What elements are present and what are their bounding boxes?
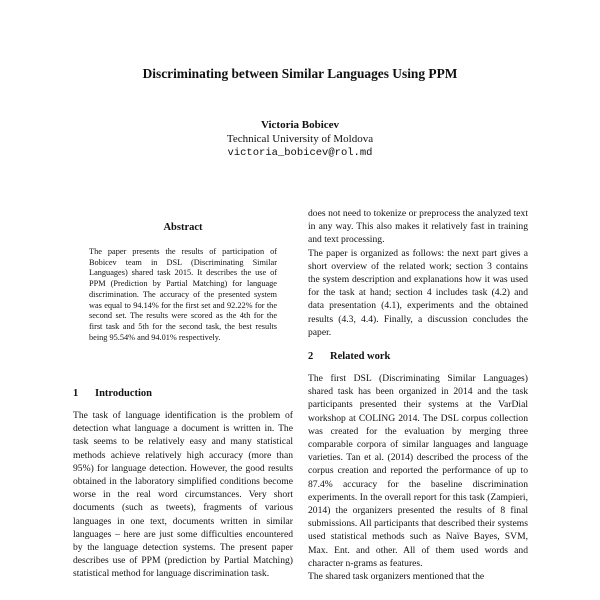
paper-title: Discriminating between Similar Languages Using PPM bbox=[142, 66, 458, 81]
section-title: Related work bbox=[330, 351, 391, 363]
author-email: victoria_bobicev@rol.md bbox=[227, 147, 373, 159]
section-number: 2 bbox=[308, 351, 314, 363]
related-work-paragraph: The first DSL (Discriminating Similar Languages) shared task has been organized in 2014 and the task participants presented their systems at the VarDial workshop at COLING 2014. The DSL corpus collection was created for the evaluation by merging three comparable corpora of similar languages and language varieties. Tan et al. (2014) described the process of the corpus creation and reported the performance of up to 87.4% accuracy for the baseline discrimination experiments. In the overall report for this task (Zampieri, 2014) the organizers presented the results of 8 final submissions. All participants that described their systems used statistical methods such as Naïve Bayes, SVM, Max. Ent. and other. All of them used words and character n-grams as features. bbox=[308, 373, 528, 569]
section-heading-related-work bbox=[308, 351, 528, 362]
author-affiliation: Technical University of Moldova bbox=[226, 133, 374, 145]
related-work-paragraph-2: The shared task organizers mentioned that the bbox=[308, 571, 485, 583]
organization-paragraph: The paper is organized as follows: the next part gives a short overview of the related work; section 3 contains the system description and explanations how it was used for the task at hand; section 4 includes task (4.2) and data presentation (4.1), experiments and the obtained results (4.3, 4.4). Finally, a discussion concludes the paper. bbox=[308, 247, 528, 338]
introduction-paragraph: The task of language identification is the problem of detection what language a document is written in. The task seems to be relatively easy and many statistical methods achieve relatively high accuracy (more than 95%) for language detection. However, the good results obtained in the laboratory simplified conditions become worse in the real word circumstances. Very short documents (such as tweets), fragments of various languages in one text, documents written in similar languages – here are just some difficulties encountered by the language detection systems. The present paper describes use of PPM (prediction by Partial Matching) statistical method for language discrimination task. bbox=[73, 410, 293, 580]
left-column bbox=[73, 388, 293, 581]
author-name: Victoria Bobicev bbox=[260, 119, 340, 131]
section-number: 1 bbox=[73, 388, 79, 399]
author-block bbox=[0, 118, 600, 160]
section-title: Introduction bbox=[95, 388, 152, 399]
continued-paragraph: does not need to tokenize or preprocess the analyzed text in any way. This also makes it relatively fast in training and text processing. bbox=[308, 208, 528, 246]
right-column bbox=[308, 207, 528, 583]
abstract-heading: Abstract bbox=[163, 222, 203, 233]
abstract-text: The paper presents the results of participation of Bobicev team in DSL (Discriminating Similar Languages) shared task 2015. It describes the use of PPM (Prediction by Partial Matching) for language discrimination. The accuracy of the presented system was equal to 94.14% for the first set and 92.22% for the second set. The results were scored as the 4th for the first task and 5th for the second task, the best results being 95.54% and 94.01% respectively. bbox=[89, 247, 277, 342]
section-heading-introduction bbox=[73, 388, 293, 399]
